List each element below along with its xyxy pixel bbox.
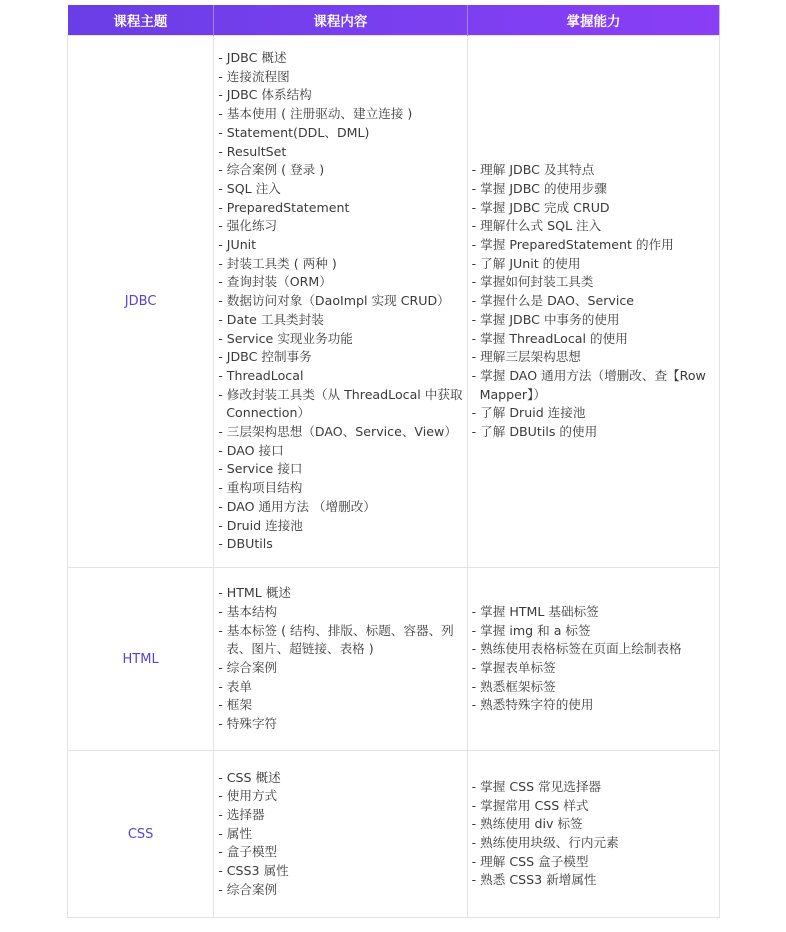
table-row <box>68 568 720 751</box>
table-row <box>68 751 720 918</box>
list-item: - 熟悉框架标签 <box>471 678 556 694</box>
list-item: - 基本标签 ( 结构、排版、标题、容器、列表、图片、超链接、表格 ) <box>218 622 454 657</box>
list-item: - Service 接口 <box>218 461 303 477</box>
content-cell <box>214 36 467 568</box>
ability-list <box>468 603 719 715</box>
course-table <box>67 5 720 918</box>
list-item: - 掌握如何封装工具类 <box>471 274 594 290</box>
list-item: - 掌握什么是 DAO、Service <box>471 293 635 309</box>
content-list <box>214 49 466 554</box>
list-item: - DAO 接口 <box>218 442 284 458</box>
list-item: - 掌握 HTML 基础标签 <box>471 603 599 619</box>
table-row <box>68 36 720 568</box>
ability-list <box>468 778 719 890</box>
list-item: - ResultSet <box>218 143 287 159</box>
list-item: - HTML 概述 <box>218 585 292 601</box>
list-item: - 了解 JUnit 的使用 <box>471 255 581 271</box>
list-item: - 选择器 <box>218 806 265 822</box>
list-item: - 数据访问对象（DaoImpl 实现 CRUD） <box>218 293 450 309</box>
list-item: - 框架 <box>218 697 252 713</box>
list-item: - 掌握 PreparedStatement 的作用 <box>471 237 674 253</box>
content-list <box>214 584 466 734</box>
topic-cell: JDBC <box>68 36 214 568</box>
list-item: - 掌握 img 和 a 标签 <box>471 622 591 638</box>
list-item: - 强化练习 <box>218 218 278 234</box>
list-item: - 掌握 ThreadLocal 的使用 <box>471 330 628 346</box>
table-header-row <box>68 5 720 36</box>
list-item: - 熟悉 CSS3 新增属性 <box>471 872 597 888</box>
list-item: - 特殊字符 <box>218 716 278 732</box>
list-item: - 理解什么式 SQL 注入 <box>471 218 602 234</box>
list-item: - 理解三层架构思想 <box>471 349 581 365</box>
list-item: - ThreadLocal <box>218 367 304 383</box>
list-item: - PreparedStatement <box>218 199 350 215</box>
ability-cell <box>467 36 719 568</box>
list-item: - 使用方式 <box>218 788 278 804</box>
ability-cell <box>467 751 719 918</box>
list-item: - 综合案例 ( 登录 ) <box>218 162 325 178</box>
list-item: - 基本使用 ( 注册驱动、建立连接 ) <box>218 106 413 122</box>
list-item: - Druid 连接池 <box>218 517 303 533</box>
list-item: - 重构项目结构 <box>218 480 303 496</box>
list-item: - 理解 JDBC 及其特点 <box>471 162 595 178</box>
list-item: - 掌握表单标签 <box>471 660 556 675</box>
list-item: - 掌握 JDBC 完成 CRUD <box>471 199 610 215</box>
list-item: - Statement(DDL、DML) <box>218 124 370 140</box>
topic-cell: HTML <box>68 568 214 751</box>
list-item: - CSS3 属性 <box>218 863 289 879</box>
header-content: 课程内容 <box>214 5 467 36</box>
topic-cell: CSS <box>68 751 214 918</box>
list-item: - 综合案例 <box>218 881 278 897</box>
header-topic: 课程主题 <box>68 5 214 36</box>
list-item: - 连接流程图 <box>218 68 290 84</box>
list-item: - 熟练使用块级、行内元素 <box>471 835 619 850</box>
list-item: - 了解 DBUtils 的使用 <box>471 424 598 440</box>
list-item: - DAO 通用方法 （增删改） <box>218 498 376 514</box>
list-item: - 盒子模型 <box>218 844 278 860</box>
list-item: - 熟练使用 div 标签 <box>471 816 583 832</box>
list-item: - 掌握常用 CSS 样式 <box>471 797 589 813</box>
ability-cell <box>467 568 719 751</box>
list-item: - 修改封装工具类（从 ThreadLocal 中获取 Connection） <box>218 386 463 421</box>
list-item: - Date 工具类封装 <box>218 311 324 327</box>
content-cell <box>214 751 467 918</box>
list-item: - JUnit <box>218 237 257 253</box>
list-item: - 了解 Druid 连接池 <box>471 405 586 421</box>
list-item: - JDBC 体系结构 <box>218 87 312 103</box>
list-item: - DBUtils <box>218 536 273 552</box>
content-cell <box>214 568 467 751</box>
list-item: - JDBC 控制事务 <box>218 349 312 365</box>
content-list <box>214 769 466 900</box>
list-item: - 三层架构思想（DAO、Service、View） <box>218 424 457 440</box>
list-item: - 基本结构 <box>218 603 278 619</box>
list-item: - SQL 注入 <box>218 180 281 196</box>
list-item: - 掌握 JDBC 中事务的使用 <box>471 311 620 327</box>
list-item: - CSS 概述 <box>218 769 281 785</box>
list-item: - 熟悉特殊字符的使用 <box>471 697 594 713</box>
list-item: - 理解 CSS 盒子模型 <box>471 853 589 869</box>
list-item: - 表单 <box>218 678 252 694</box>
list-item: - 掌握 CSS 常见选择器 <box>471 778 602 794</box>
list-item: - 掌握 DAO 通用方法（增删改、查【RowMapper】） <box>471 367 706 402</box>
list-item: - Service 实现业务功能 <box>218 330 353 346</box>
ability-list <box>468 161 719 442</box>
list-item: - 熟练使用表格标签在页面上绘制表格 <box>471 641 682 657</box>
list-item: - 掌握 JDBC 的使用步骤 <box>471 180 607 196</box>
list-item: - 属性 <box>218 825 252 841</box>
list-item: - 查询封装（ORM） <box>218 274 332 290</box>
list-item: - 封装工具类 ( 两种 ) <box>218 255 337 271</box>
list-item: - JDBC 概述 <box>218 50 287 65</box>
list-item: - 综合案例 <box>218 660 278 675</box>
header-ability: 掌握能力 <box>566 14 621 30</box>
